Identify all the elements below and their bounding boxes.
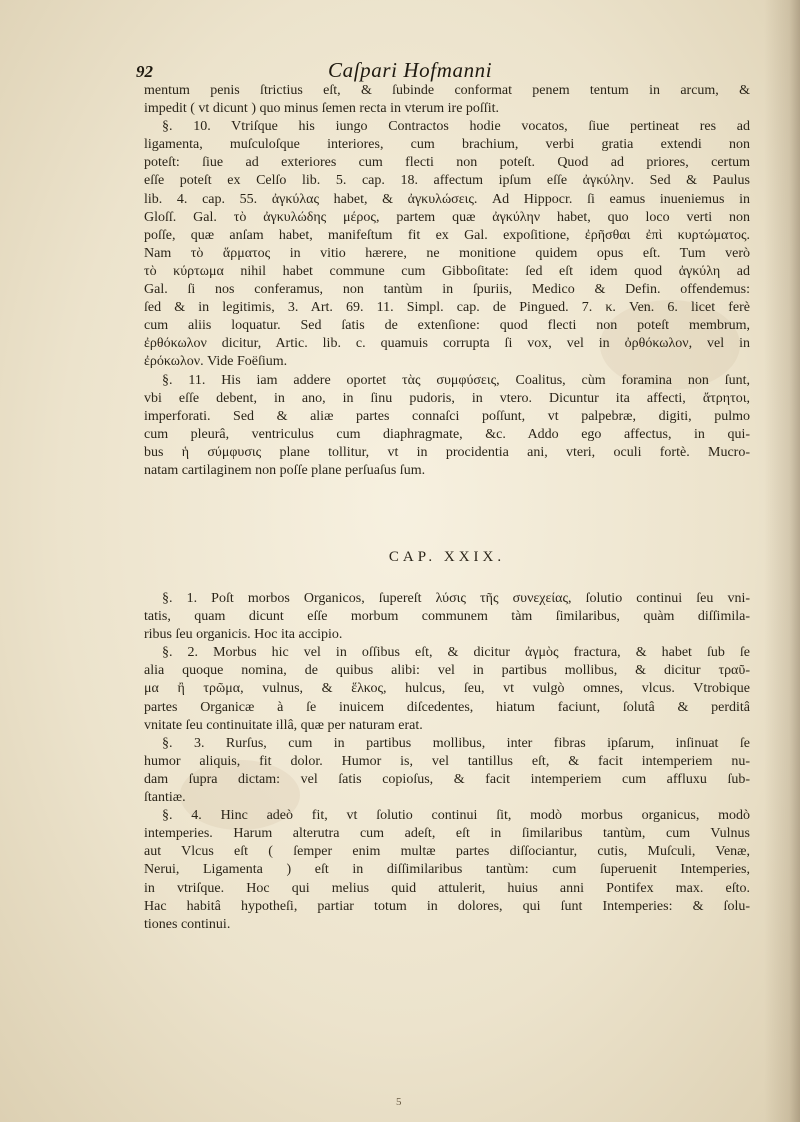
- text-line: alia quoque nomina, de quibus alibi: vel in partibus mollibus, & dicitur τραῦ-: [144, 663, 750, 679]
- page-gutter-shadow: [764, 0, 800, 1122]
- chapter-heading: CAP. XXIX.: [388, 549, 506, 565]
- text-line: §. 11. His iam addere oportet τὰς συμφύσεις, Coalitus, cùm foramina non ſunt,: [162, 372, 750, 388]
- text-line: impedit ( vt dicunt ) quo minus ſemen recta in vterum ire poſſit.: [144, 101, 499, 117]
- text-line: §. 4. Hinc adeò fit, vt ſolutio continui ſit, modò morbus organicus, modò: [162, 808, 750, 824]
- text-line: tatis, quam dicunt eſſe morbum communem tàm ſimilaribus, quàm diſſimila-: [144, 609, 750, 625]
- text-line: aut Vlcus eſt ( ſemper enim multæ partes diſſociantur, cutis, Muſculi, Venæ,: [144, 844, 750, 860]
- text-block-section-28-end: [144, 82, 750, 480]
- text-line: Gloſſ. Gal. τὸ ἀγκυλώδης μέρος, partem quæ ἀγκύλην habet, quo loco verti non: [144, 209, 750, 225]
- text-line: ἐρόκωλον. Vide Foëſium.: [144, 354, 288, 370]
- text-line: humor aliquis, fit dolor. Humor is, vel tantillus eſt, & facit intemperiem nu-: [144, 753, 750, 769]
- text-line: intemperies. Harum alterutra cum adeſt, eſt in ſimilaribus tantùm, cum Vulnus: [144, 826, 750, 842]
- text-line: Nam τὸ ἅρματος in vitio hærere, ne monitione quidem opus eſt. Tum verò: [144, 245, 750, 261]
- text-line: §. 10. Vtriſque his iungo Contractos hodie vocatos, ſiue pertineat res ad: [162, 119, 750, 135]
- text-line: poſſe, quæ anſam habet, manifeſtum fit ex Gal. expoſitione, ἐρῆσθαι ἐπὶ κυρτώματος.: [144, 227, 750, 243]
- text-line: §. 3. Rurſus, cum in partibus mollibus, inter fibras ipſarum, inſinuat ſe: [162, 735, 750, 751]
- text-line: Hac habitâ hypotheſi, partiar totum in dolores, qui ſunt Intemperies: & ſolu-: [144, 898, 750, 914]
- text-line: ſtantiæ.: [144, 790, 186, 806]
- text-line: natam cartilaginem non poſſe plane perſuaſus ſum.: [144, 462, 426, 478]
- text-line: §. 1. Poſt morbos Organicos, ſupereſt λύσις τῆς συνεχείας, ſolutio continui ſeu vni-: [162, 591, 750, 606]
- text-line: §. 2. Morbus hic vel in oſſibus eſt, & dicitur ἀγμὸς fractura, & habet ſub ſe: [162, 645, 750, 661]
- text-line: cum pleurâ, ventriculus cum diaphragmate, &c. Addo ego affectus, in qui-: [144, 426, 750, 442]
- running-title: Caſpari Hofmanni: [328, 58, 493, 82]
- text-line: τὸ κύρτωμα nihil habet commune cum Gibboſitate: ſed eſt idem quod ἀγκύλη ad: [144, 263, 750, 279]
- text-line: in vtriſque. Hoc qui melius quid attulerit, huius anni Pontifex max. eſto.: [144, 880, 750, 896]
- text-line: Gal. ſi nos conferamus, non tantùm in ſpuriis, Medico & Defin. offendemus:: [144, 282, 750, 298]
- text-line: μα ἢ τρῶμα, vulnus, & ἕλκος, hulcus, ſeu, vt vulgò omnes, vlcus. Vtrobique: [144, 681, 750, 697]
- text-line: eſſe poteſt ex Celſo lib. 5. cap. 18. affectum ipſum eſſe ἀγκύλην. Sed & Paulus: [144, 173, 750, 189]
- text-line: vbi eſſe debent, in ano, in ſinu pudoris, in vtero. Dicuntur ita affecti, ἄτρητοι,: [144, 390, 750, 406]
- text-line: bus ἡ σύμφυσις plane tollitur, vt in procidentia ani, vteri, oculi fortè. Mucro-: [144, 444, 750, 460]
- text-line: ἐρθόκωλον dicitur, Artic. lib. c. quamuis corrupta ſi vox, vel in ὀρθόκωλον, vel in: [144, 336, 750, 352]
- text-line: poteſt: ſiue ad exteriores cum flecti non poteſt. Quod ad priores, certum: [144, 155, 750, 171]
- page-number: 92: [136, 62, 153, 81]
- text-line: tiones continui.: [144, 916, 231, 932]
- text-line: cum aliis loquatur. Sed ſatis de extenſione: quod flecti non poteſt membrum,: [144, 318, 750, 334]
- text-line: vnitate ſeu continuitate illâ, quæ per naturam erat.: [144, 717, 423, 733]
- footer-mark: 5: [396, 1096, 402, 1108]
- text-line: lib. 4. cap. 55. ἀγκύλας habet, & ἀγκυλώσεις. Ad Hippocr. ſi eamus inueniemus in: [144, 191, 750, 207]
- text-line: ribus ſeu organicis. Hoc ita accipio.: [144, 627, 343, 643]
- text-line: Nerui, Ligamenta ) eſt in diſſimilaribus tantùm: cum ſuperuenit Intemperies,: [144, 862, 750, 878]
- text-line: ligamenta, muſculoſque interiores, cum brachium, verbi gratia extendi non: [144, 137, 750, 153]
- text-line: mentum penis ſtrictius eſt, & ſubinde conformat penem tentum in arcum, &: [144, 83, 750, 98]
- text-block-chapter-29: [144, 590, 750, 934]
- text-line: imperforati. Sed & aliæ partes connaſci poſſunt, vt palpebræ, digiti, pulmo: [144, 408, 750, 424]
- text-line: partes Organicæ à ſe inuicem diſcedentes, hiatum faciunt, ſolutâ & perditâ: [144, 699, 750, 715]
- text-line: dam ſupra dictam: vel ſatis copioſus, & facit intemperiem cum affluxu ſub-: [144, 771, 750, 787]
- text-line: ſed & in legitimis, 3. Art. 69. 11. Simpl. cap. de Pingued. 7. κ. Ven. 6. licet ferè: [144, 300, 750, 316]
